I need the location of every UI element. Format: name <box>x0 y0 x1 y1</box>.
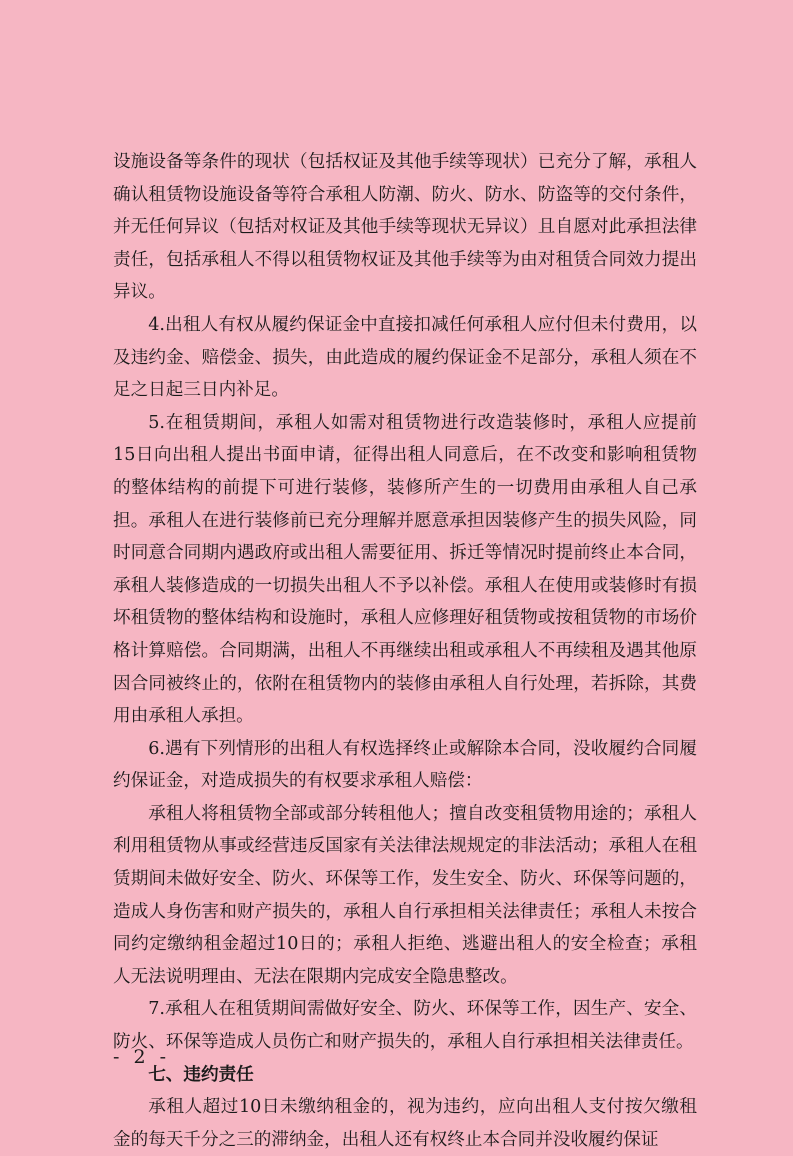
body-text <box>113 146 697 1156</box>
paragraph-clause-7: 7.承租人在租赁期间需做好安全、防火、环保等工作，因生产、安全、防火、环保等造成人员伤亡和财产损失的，承租人自行承担相关法律责任。 <box>113 999 697 1053</box>
page-number: - 2 - <box>113 1046 171 1068</box>
paragraph-clause-4: 4.出租人有权从履约保证金中直接扣减任何承租人应付但未付费用，以及违约金、赔偿金、损失，由此造成的履约保证金不足部分，承租人须在不足之日起三日内补足。 <box>113 314 697 401</box>
section-heading: 七、违约责任 <box>148 1063 254 1085</box>
paragraph-clause-5: 5.在租赁期间，承租人如需对租赁物进行改造装修时，承租人应提前15日向出租人提出书面申请，征得出租人同意后，在不改变和影响租赁物的整体结构的前提下可进行装修，装修所产生的一切费用由承租人自己承担。承租人在进行装修前已充分理解并愿意承担因装修产生的损失风险，同时同意合同期内遇政府或出租人需要征用、拆迁等情况时提前终止本合同，承租人装修造成的一切损失出租人不予以补偿。承租人在使用或装修时有损坏租赁物的整体结构和设施时，承租人应修理好租赁物或按租赁物的市场价格计算赔偿。合同期满，出租人不再继续出租或承租人不再续租及遇其他原因合同被终止的，依附在租赁物内的装修由承租人自行处理，若拆除，其费用由承租人承担。 <box>113 412 697 727</box>
paragraph-clause-6: 6.遇有下列情形的出租人有权选择终止或解除本合同，没收履约合同履约保证金，对造成损失的有权要求承租人赔偿： <box>113 738 697 792</box>
paragraph-clause-6-list: 承租人将租赁物全部或部分转租他人；擅自改变租赁物用途的；承租人利用租赁物从事或经营违反国家有关法律法规规定的非法活动；承租人在租赁期间未做好安全、防火、环保等工作，发生安全、防火、环保等问题的，造成人身伤害和财产损失的，承租人自行承担相关法律责任；承租人未按合同约定缴纳租金超过10日的；承租人拒绝、逃避出租人的安全检查；承租人无法说明理由、无法在限期内完成安全隐患整改。 <box>113 803 697 987</box>
paragraph-continuation: 设施设备等条件的现状（包括权证及其他手续等现状）已充分了解，承租人确认租赁物设施设备等符合承租人防潮、防火、防水、防盗等的交付条件，并无任何异议（包括对权证及其他手续等现状无异议）且自愿对此承担法律责任，包括承租人不得以租赁物权证及其他手续等为由对租赁合同效力提出异议。 <box>113 152 697 303</box>
paragraph-breach: 承租人超过10日未缴纳租金的，视为违约，应向出租人支付按欠缴租金的每天千分之三的滞纳金，出租人还有权终止本合同并没收履约保证 <box>113 1097 697 1150</box>
